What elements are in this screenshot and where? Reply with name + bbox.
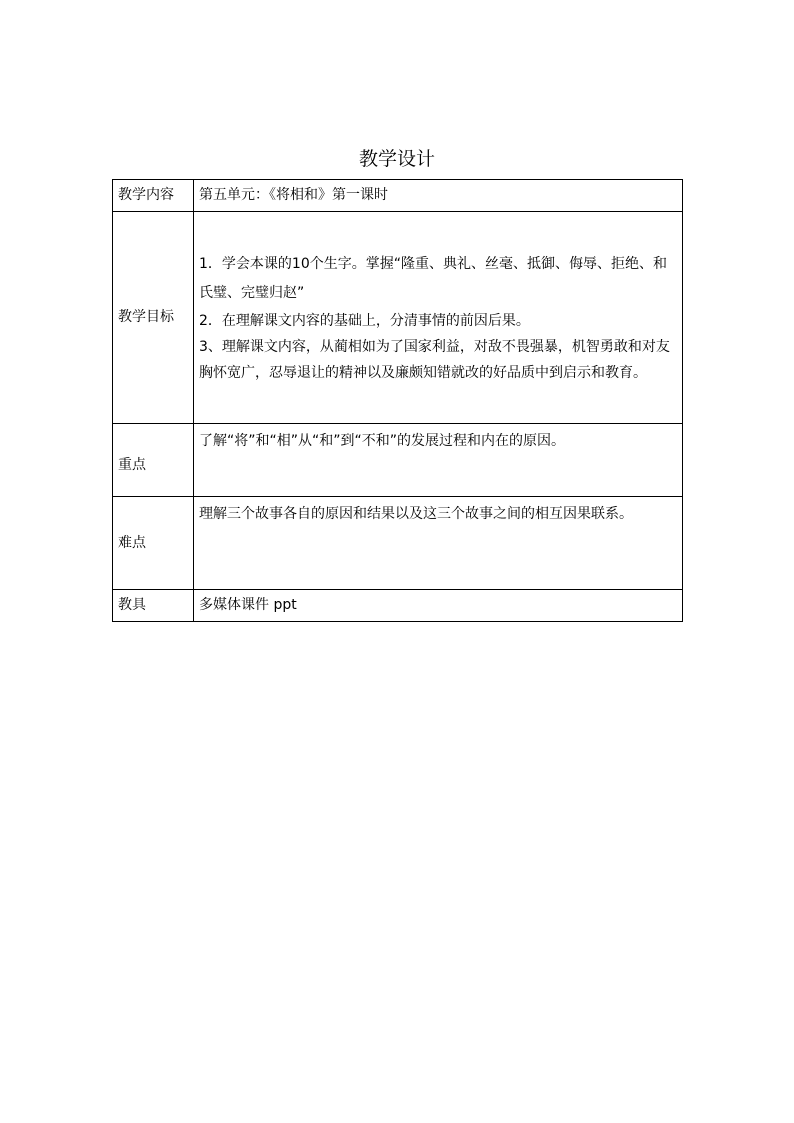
key-points-label: 重点 [113, 424, 194, 497]
document-title: 教学设计 [358, 148, 435, 170]
content-label: 教学内容 [113, 180, 194, 212]
table-row-key-points [113, 424, 683, 497]
content-value: 第五单元：《将相和》第一课时 [194, 180, 683, 212]
goals-value [194, 212, 683, 424]
table-row-difficulties [113, 497, 683, 590]
goal-item-2: 2．在理解课文内容的基础上，分清事情的前因后果。 [199, 312, 530, 329]
lesson-plan-table [112, 179, 683, 622]
difficulties-value: 理解三个故事各自的原因和结果以及这三个故事之间的相互因果联系。 [194, 497, 683, 590]
goal-item-1: 1．学会本课的10个生字。掌握“隆重、典礼、丝毫、抵御、侮辱、拒绝、和氏璧、完璧归赵” [199, 255, 667, 301]
goals-label: 教学目标 [113, 212, 194, 424]
difficulties-label: 难点 [113, 497, 194, 590]
tools-value: 多媒体课件 ppt [194, 590, 683, 622]
key-points-value: 了解“将”和“相”从“和”到“不和”的发展过程和内在的原因。 [194, 424, 683, 497]
table-row-goals [113, 212, 683, 424]
goal-item-3: 3、理解课文内容，从蔺相如为了国家利益，对敌不畏强暴，机智勇敢和对友胸怀宽广，忍辱退让的精神以及廉颇知错就改的好品质中到启示和教育。 [199, 338, 670, 381]
table-row-tools [113, 590, 683, 622]
table-row-content [113, 180, 683, 212]
tools-label: 教具 [113, 590, 194, 622]
